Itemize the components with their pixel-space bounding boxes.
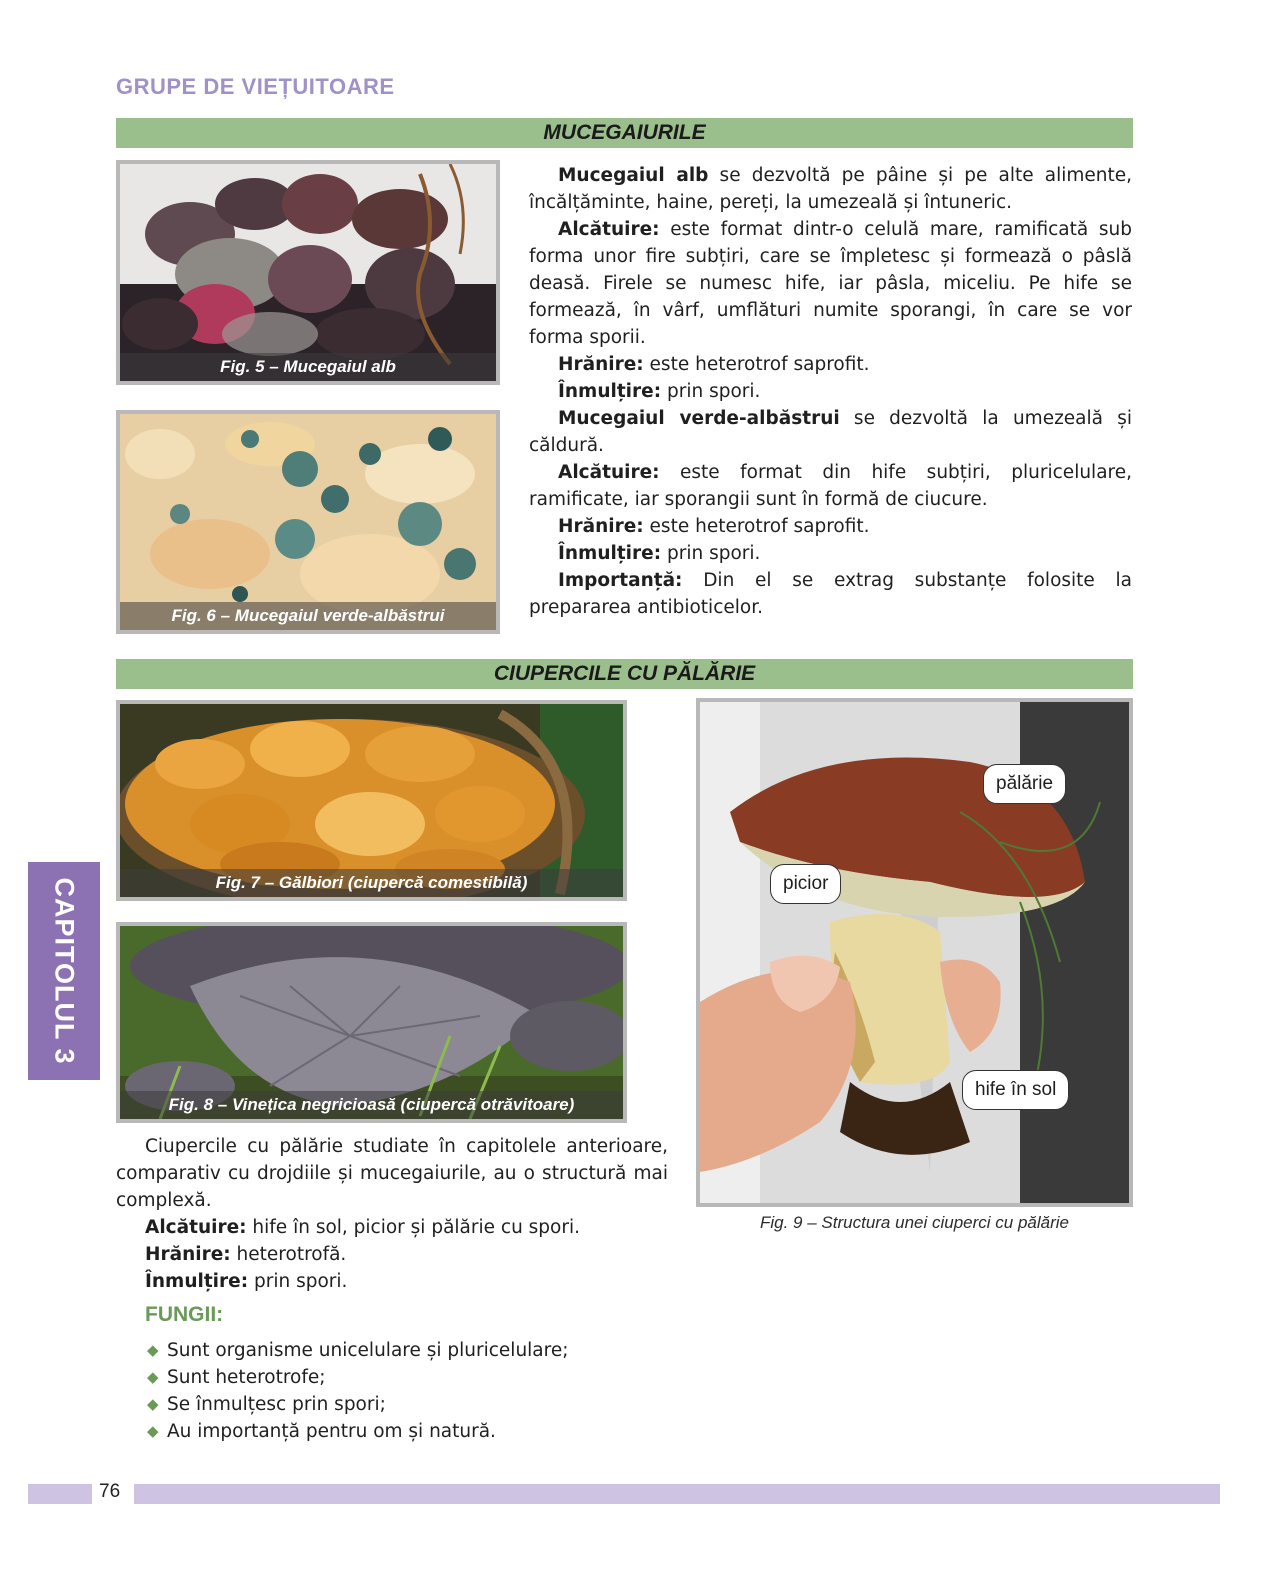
label-hyphae: hife în sol: [962, 1070, 1069, 1110]
list-item: ◆ Sunt heterotrofe;: [145, 1364, 665, 1391]
blue-green-mold-name: Mucegaiul verde-albăstrui: [558, 408, 840, 429]
blue-green-mold-text: Mucegaiul verde-albăstrui se dezvoltă la umezeală și căldură. Alcătuire: este format din hife subțiri, pluricelulare, ramificate, iar sporangii sunt în formă de ciucure. Hrănire: este heterotrof saprofit. Înmulțire: prin spori. Importanță: Din el se extrag substanțe folosite la prepararea antibioticelor.: [529, 408, 1132, 618]
section-title-mucegaiurile: MUCEGAIURILE: [116, 118, 1133, 148]
diamond-bullet-icon: ◆: [147, 1341, 159, 1359]
page-number: 76: [99, 1481, 121, 1502]
figure-6-caption: Fig. 6 – Mucegaiul verde-albăstrui: [120, 602, 496, 630]
diamond-bullet-icon: ◆: [147, 1422, 159, 1440]
figure-5-white-mold: [116, 160, 500, 385]
figure-7-caption: Fig. 7 – Gălbiori (ciupercă comestibilă): [120, 869, 623, 897]
list-item: ◆ Au importanță pentru om și natură.: [145, 1418, 665, 1445]
figure-5-caption: Fig. 5 – Mucegaiul alb: [120, 353, 496, 381]
figure-9-caption: Fig. 9 – Structura unei ciuperci cu pălărie: [760, 1213, 1069, 1232]
blue-green-mold-photo: [120, 414, 496, 630]
white-mold-name: Mucegaiul alb: [558, 165, 709, 186]
diamond-bullet-icon: ◆: [147, 1395, 159, 1413]
white-mold-text: Mucegaiul alb se dezvoltă pe pâine și pe alte alimente, încălțăminte, haine, pereți, la umezeală și întuneric. Alcătuire: este format dintr-o celulă mare, ramificată sub forma unor fire subțiri, care se împletesc și formează o pâslă deasă. Firele se numesc hife, iar pâsla, miceliu. Pe hife se formează, în vârf, umflături numite sporangi, în care se vor forma sporii. Hrănire: este heterotrof saprofit. Înmulțire: prin spori.: [529, 165, 1132, 402]
cap-mushrooms-text: Ciupercile cu pălărie studiate în capitolele anterioare, comparativ cu drojdiile și mucegaiurile, au o structură mai complexă. Alcătuire: hife în sol, picior și pălărie cu spori. Hrănire: heterotrofă. Înmulțire: prin spori.: [116, 1133, 668, 1295]
chapter-label: CAPITOLUL 3: [49, 877, 80, 1065]
label-cap: pălărie: [983, 764, 1066, 804]
figure-7-chanterelles: [116, 700, 627, 901]
chapter-tab: [28, 862, 100, 1080]
figure-6-blue-green-mold: [116, 410, 500, 634]
running-header: GRUPE DE VIEȚUITOARE: [116, 74, 395, 99]
footer-bar-left: [28, 1484, 92, 1504]
figure-8-ink-cap: [116, 922, 627, 1123]
white-mold-photo: [120, 164, 496, 381]
label-stem: picior: [770, 864, 841, 904]
figure-9-mushroom-structure: [696, 698, 1133, 1207]
section-title-ciupercile: CIUPERCILE CU PĂLĂRIE: [116, 659, 1133, 689]
diamond-bullet-icon: ◆: [147, 1368, 159, 1386]
fungi-list: [145, 1337, 665, 1445]
fungi-title: FUNGII:: [145, 1303, 224, 1326]
footer-bar-right: [134, 1484, 1220, 1504]
list-item: ◆ Sunt organisme unicelulare și pluricelulare;: [145, 1337, 665, 1364]
figure-8-caption: Fig. 8 – Vinețica negricioasă (ciupercă otrăvitoare): [120, 1091, 623, 1119]
cap-mushrooms-intro: Ciupercile cu pălărie studiate în capitolele anterioare, comparativ cu drojdiile și mucegaiurile, au o structură mai complexă.: [116, 1136, 668, 1211]
list-item: ◆ Se înmulțesc prin spori;: [145, 1391, 665, 1418]
